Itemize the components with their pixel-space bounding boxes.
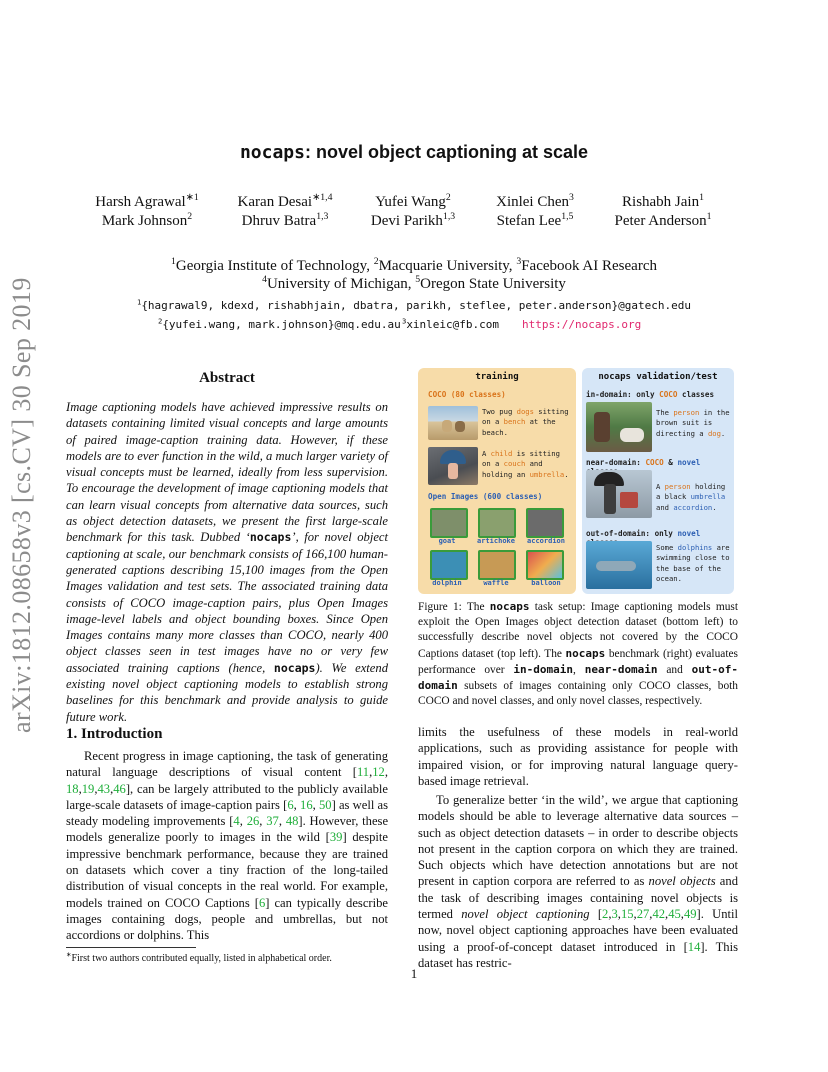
citation-link[interactable]: 46: [113, 781, 126, 796]
validation-panel-title: nocaps validation/test: [598, 372, 718, 382]
out-of-domain-image: [586, 541, 652, 589]
citation-link[interactable]: 50: [318, 797, 332, 812]
in-domain-label: in-domain: only COCO classes: [586, 390, 715, 399]
citation-link[interactable]: 2: [602, 907, 609, 922]
citation-link[interactable]: 16: [300, 797, 313, 812]
title-rest: : novel object captioning at scale: [304, 142, 589, 162]
near-domain-caption: A person holding a black umbrella and accordion.: [656, 482, 726, 512]
email-line-2b: $^3$xinleic@fb.com: [402, 316, 500, 331]
author: Karan Desai$^{∗1,4}$: [237, 192, 333, 210]
project-url-link[interactable]: https://nocaps.org: [522, 318, 642, 331]
open-images-waffle-thumb: [478, 550, 516, 580]
citation-link[interactable]: 12: [372, 765, 385, 780]
affiliation-line-2: $^4$University of Michigan, $^5$Oregon State University: [262, 274, 566, 292]
citation-link[interactable]: 3: [611, 907, 618, 922]
open-images-balloon-thumb: [526, 550, 564, 580]
author: Mark Johnson$^2$: [101, 211, 193, 229]
author: Devi Parikh$^{1,3}$: [370, 211, 456, 229]
citation-link[interactable]: 18: [66, 781, 79, 796]
thumb-label: waffle: [483, 579, 509, 587]
citation-link[interactable]: 37: [266, 814, 279, 829]
citation-link[interactable]: 48: [285, 814, 299, 829]
coco-image-child-umbrella: [428, 447, 478, 485]
citation-link[interactable]: 14: [687, 939, 701, 954]
title-nocaps: nocaps: [239, 142, 305, 163]
citation-link[interactable]: 39: [329, 830, 343, 845]
right-column-paragraph-2: To generalize better ‘in the wild’, we argue that captioning models should be able to leverage alternative data sources – such as object detection datasets – in order to describe objects not present in the caption corpora on which they are trained. Such objects which have detection annotations but are not present in caption corpora are referred to as novel objects and the task of describing images containing novel objects is termed novel object captioning [2,3,15,27,42,45,49]. Until now, novel object captioning approaches have been evaluated using a proof-of-concept dataset introduced in [14]. This dataset has restric-: [418, 793, 738, 970]
out-of-domain-label: out-of-domain: only novel: [586, 529, 701, 538]
citation-link[interactable]: 45: [668, 907, 681, 922]
arxiv-stamp: arXiv:1812.08658v3 [cs.CV] 30 Sep 2019: [7, 277, 36, 733]
email-line-2: $^2${yufei.wang, mark.johnson}@mq.edu.au: [158, 316, 401, 331]
open-images-artichoke-thumb: [478, 508, 516, 538]
open-images-label: Open Images (600 classes): [428, 492, 543, 501]
citation-link[interactable]: 6: [287, 797, 294, 812]
right-column-paragraph-continued: limits the usefulness of these models in real-world applications, such as providing assistance for people with impaired vision, or for improving natural language query-based image retrieval.: [418, 725, 738, 788]
paper-title: [0, 142, 828, 163]
figure-1: [418, 368, 734, 594]
coco-caption-2: A child is sitting on a couch and holding an umbrella.: [482, 449, 569, 479]
thumb-label: dolphin: [432, 579, 462, 587]
near-domain-label: near-domain: COCO & novel: [586, 458, 701, 467]
citation-link[interactable]: 26: [246, 814, 260, 829]
citation-link[interactable]: 27: [636, 907, 650, 922]
citation-link[interactable]: 42: [652, 907, 666, 922]
citation-link[interactable]: 11: [356, 765, 370, 780]
coco-image-pugs: [428, 406, 478, 440]
figure-1-caption: Figure 1: The nocaps task setup: Image captioning models must exploit the Open Images object detection dataset (bottom left) to successfully describe novel objects not covered by the COCO Captions dataset (top left). The nocaps benchmark (right) evaluates performance over in-domain, near-domain and out-of-domain subsets of images containing only COCO classes, both COCO and novel classes, and only novel classes, respectively.: [418, 600, 738, 708]
author: Harsh Agrawal$^{∗1}$: [95, 192, 199, 210]
abstract-heading: Abstract: [199, 370, 255, 386]
training-panel-title: training: [475, 372, 519, 382]
intro-paragraph: Recent progress in image captioning, the task of generating natural language descriptions of visual content [11,12, 18,19,43,46], can be largely attributed to the publicly available large-scale datasets of image-caption pairs [6, 16, 50] as well as steady modeling improvements [4, 26, 37, 48]. However, these models generalize poorly to images in the wild [39] despite impressive benchmark performance, because they are trained on datasets which cover a tiny fraction of the long-tailed distribution of visual concepts in the real world. For example, models trained on COCO Captions [6] can typically describe images containing dogs, people and umbrellas, but not accordions or dolphins. This: [66, 749, 389, 943]
thumb-label: artichoke: [477, 537, 515, 545]
out-of-domain-caption: Some dolphins are swimming close to the base of the ocean.: [656, 543, 730, 584]
thumb-label: accordion: [527, 537, 565, 545]
open-images-goat-thumb: [430, 508, 468, 538]
author: Dhruv Batra$^{1,3}$: [241, 211, 329, 229]
abstract-body: Image captioning models have achieved impressive results on datasets containing limited visual concepts and large amounts of paired image-caption training data. However, if these models are to ever function in the wild, a much larger variety of visual concepts must be learned, ideally from less supervision. To encourage the development of image captioning models that can learn visual concepts from alternative data sources, such as object detection datasets, we present the first large-scale benchmark for this task. Dubbed ‘nocaps’, for novel object captioning at scale, our benchmark consists of 166,100 human-generated captions describing 15,100 images from the Open Images validation and test sets. The associated training data consists of COCO image-caption pairs, plus Open Images image-level labels and object bounding boxes. Since Open Images contains many more classes than COCO, nearly 400 object classes seen in test images have no or very few associated training captions (hence, nocaps). We extend existing novel object captioning models to establish strong baselines for this benchmark and provide analysis to guide future work.: [66, 400, 388, 724]
author: Stefan Lee$^{1,5}$: [496, 211, 574, 229]
open-images-dolphin-thumb: [430, 550, 468, 580]
citation-link[interactable]: 19: [81, 781, 95, 796]
in-domain-caption: The person in the brown suit is directing a dog.: [656, 408, 730, 438]
citation-link[interactable]: 6: [258, 895, 266, 910]
author: Xinlei Chen$^3$: [496, 192, 574, 210]
affiliation-line-1: $^1$Georgia Institute of Technology, $^2$Macquarie University, $^3$Facebook AI Research: [171, 256, 657, 274]
thumb-label: goat: [438, 537, 456, 545]
citation-link[interactable]: 43: [97, 781, 111, 796]
email-line-1: $^1${hagrawal9, kdexd, rishabhjain, dbatra, parikh, steflee, peter.anderson}@gatech.edu: [137, 297, 691, 312]
footnote: ∗First two authors contributed equally, listed in alphabetical order.: [66, 951, 332, 964]
section-heading-introduction: 1. Introduction: [66, 726, 163, 742]
near-domain-image: [586, 470, 652, 518]
author: Rishabh Jain$^1$: [622, 192, 704, 210]
validation-panel: [582, 368, 734, 594]
author: Peter Anderson$^1$: [614, 211, 712, 229]
footnote-rule: [66, 947, 196, 948]
in-domain-image: [586, 402, 652, 452]
citation-link[interactable]: 4: [233, 814, 240, 829]
author: Yufei Wang$^2$: [375, 192, 451, 210]
coco-label: COCO (80 classes): [428, 390, 506, 399]
citation-link[interactable]: 15: [620, 907, 634, 922]
citation-link[interactable]: 49: [683, 907, 697, 922]
thumb-label: balloon: [531, 579, 561, 587]
training-panel: [418, 368, 576, 594]
coco-caption-1: Two pug dogs sitting on a bench at the beach.: [482, 407, 569, 437]
open-images-accordion-thumb: [526, 508, 564, 538]
page-number: 1: [410, 966, 418, 981]
